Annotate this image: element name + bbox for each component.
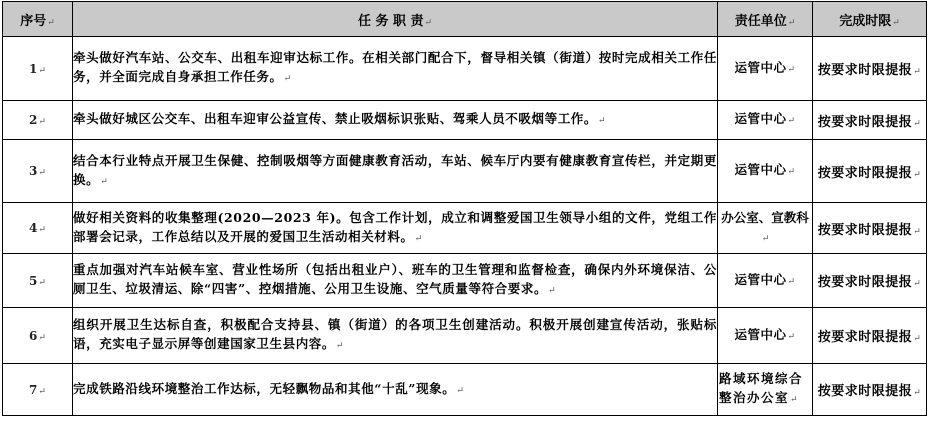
- paragraph-mark-icon: ↵: [47, 17, 55, 28]
- paragraph-mark-icon: ↵: [892, 17, 900, 28]
- row-num: 1↵: [3, 37, 73, 101]
- row-time: 按要求时限提报↵: [813, 364, 927, 416]
- task-responsibility-table: [2, 1, 927, 416]
- row-num: 7↵: [3, 364, 73, 416]
- header-num: 序号↵: [3, 2, 73, 37]
- row-time: 按要求时限提报↵: [813, 254, 927, 308]
- row-unit: 运管中心↵: [718, 254, 813, 308]
- row-unit: 运管中心↵: [718, 101, 813, 140]
- row-num: 5↵: [3, 254, 73, 308]
- table-row: [3, 203, 927, 254]
- row-task: 组织开展卫生达标自查，积极配合支持县、镇（街道）的各项卫生创建活动。积极开展创建宣传活动，张贴标语，充实电子显示屏等创建国家卫生县内容。↵: [73, 308, 718, 364]
- row-time: 按要求时限提报↵: [813, 308, 927, 364]
- row-num: 4↵: [3, 203, 73, 254]
- row-unit: 运管中心↵: [718, 140, 813, 203]
- table-header-row: [3, 2, 927, 37]
- row-num: 2↵: [3, 101, 73, 140]
- row-unit: 运管中心↵: [718, 308, 813, 364]
- row-task: 牵头做好城区公交车、出租车迎审公益宣传、禁止吸烟标识张贴、驾乘人员不吸烟等工作。↵: [73, 101, 718, 140]
- row-unit: 运管中心↵: [718, 37, 813, 101]
- row-num: 3↵: [3, 140, 73, 203]
- table-row: [3, 101, 927, 140]
- row-unit: 路域环境综合整治办公室↵: [718, 364, 813, 416]
- table-row: [3, 308, 927, 364]
- header-task: 任 务 职 责↵: [73, 2, 718, 37]
- paragraph-mark-icon: ↵: [424, 17, 433, 28]
- header-time: 完成时限↵: [813, 2, 927, 37]
- row-task: 做好相关资料的收集整理(2020—2023 年)。包含工作计划，成立和调整爱国卫生领导小组的文件，党组工作部署会记录，工作总结以及开展的爱国卫生活动相关材料。↵: [73, 203, 718, 254]
- row-time: 按要求时限提报↵: [813, 37, 927, 101]
- paragraph-mark-icon: ↵: [787, 17, 796, 28]
- row-unit: 办公室、宣教科↵: [718, 203, 813, 254]
- table-row: [3, 140, 927, 203]
- table-row: [3, 37, 927, 101]
- row-time: 按要求时限提报↵: [813, 101, 927, 140]
- header-unit: 责任单位↵: [718, 2, 813, 37]
- row-time: 按要求时限提报↵: [813, 140, 927, 203]
- row-task: 结合本行业特点开展卫生保健、控制吸烟等方面健康教育活动，车站、候车厅内要有健康教育宣传栏，并定期更换。↵: [73, 140, 718, 203]
- row-task: 重点加强对汽车站候车室、营业性场所（包括出租业户）、班车的卫生管理和监督检查，确保内外环境保洁、公厕卫生、垃圾清运、除“四害”、控烟措施、公用卫生设施、空气质量等符合要求。↵: [73, 254, 718, 308]
- row-time: 按要求时限提报↵: [813, 203, 927, 254]
- row-task: 完成铁路沿线环境整治工作达标，无轻飘物品和其他“十乱”现象。↵: [73, 364, 718, 416]
- table-row: [3, 254, 927, 308]
- row-task: 牵头做好汽车站、公交车、出租车迎审达标工作。在相关部门配合下，督导相关镇（街道）按时完成相关工作任务，并全面完成自身承担工作任务。↵: [73, 37, 718, 101]
- row-num: 6↵: [3, 308, 73, 364]
- table-row: [3, 364, 927, 416]
